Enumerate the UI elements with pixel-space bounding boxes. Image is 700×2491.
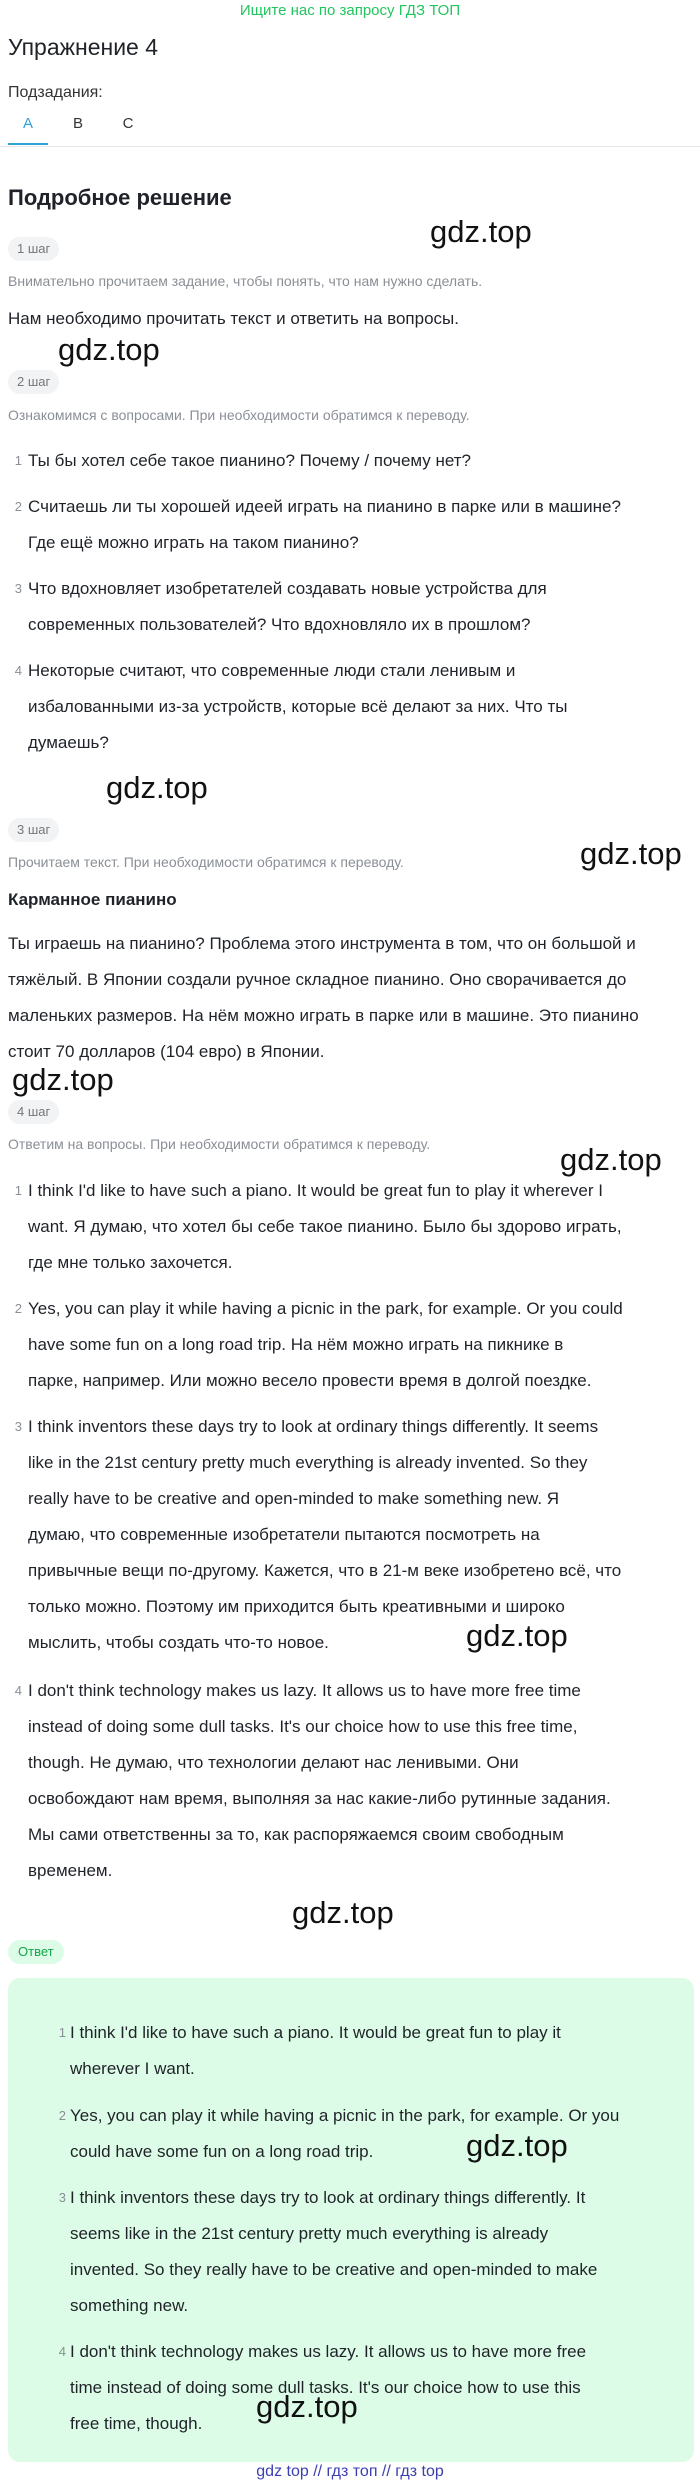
watermark: gdz.top [256,2389,358,2424]
final-answer-line: free time, though. [70,2414,203,2433]
step-1-note: Внимательно прочитаем задание, чтобы понять, что нам нужно сделать. [8,273,483,289]
step-badge-1: 1 шаг [8,237,59,261]
step-badge-4: 4 шаг [8,1100,59,1124]
question-item [14,571,692,643]
answer-line: думаю, что современные изобретатели пытаются посмотреть на [28,1525,540,1544]
watermark: gdz.top [560,1142,662,1177]
final-answer-line: time instead of doing some dull tasks. It's our choice how to use this [70,2378,581,2397]
tab-b[interactable]: B [72,115,83,132]
list-number: 2 [14,499,22,514]
answer-line: really have to be creative and open-minded to make something new. Я [28,1489,560,1508]
question-line: Считаешь ли ты хорошей идеей играть на пианино в парке или в машине? [28,497,621,516]
final-answer-line: could have some fun on a long road trip. [70,2142,374,2161]
top-search-link[interactable]: Ищите нас по запросу ГДЗ ТОП [239,2,461,19]
answer-line: want. Я думаю, что хотел бы себе такое пианино. Было бы здорово играть, [28,1217,622,1236]
tab-a[interactable]: A [22,115,33,132]
subtasks-label: Подзадания: [8,84,103,101]
answer-item [14,1409,692,1661]
question-item [14,653,692,761]
list-number: 2 [58,2108,66,2123]
answer-item [14,1173,692,1281]
answer-line: I think inventors these days try to look at ordinary things differently. It seems [28,1417,599,1436]
list-number: 3 [58,2190,66,2205]
watermark: gdz.top [106,770,208,805]
final-answer-item [58,2334,670,2442]
answer-line: освобождают нам время, выполняя за нас какие-либо рутинные задания. [28,1789,611,1808]
answer-item [14,1291,692,1399]
bottom-link[interactable]: gdz top // гдз топ // гдз top [256,2463,444,2480]
list-number: 3 [14,1419,22,1434]
reading-line: Ты играешь на пианино? Проблема этого инструмента в том, что он большой и [8,934,636,953]
question-item [14,489,692,561]
answer-line: instead of doing some dull tasks. It's our choice how to use this free time, [28,1717,578,1736]
answer-line: though. Не думаю, что технологии делают нас ленивыми. Они [28,1753,519,1772]
answer-line: have some fun on a long road trip. На нём можно играть на пикнике в [28,1335,564,1354]
watermark: gdz.top [58,332,160,367]
answer-item [14,1673,692,1889]
final-answer-line: something new. [70,2296,189,2315]
watermark: gdz.top [580,836,682,871]
list-number: 2 [14,1301,22,1316]
tab-c[interactable]: C [122,115,134,132]
step-3-note: Прочитаем текст. При необходимости обратимся к переводу. [8,854,404,870]
active-tab-indicator [8,143,48,145]
final-answer-line: invented. So they really have to be creative and open-minded to make [70,2260,598,2279]
watermark: gdz.top [12,1062,114,1097]
list-number: 4 [14,1683,22,1698]
watermark: gdz.top [292,1895,394,1930]
exercise-title: Упражнение 4 [8,34,159,60]
answer-line: привычные вещи по-другому. Кажется, что в 21-м веке изобретено всё, что [28,1561,622,1580]
answer-line: I don't think technology makes us lazy. It allows us to have more free time [28,1681,581,1700]
question-line: думаешь? [28,733,109,752]
list-number: 1 [14,1183,22,1198]
answer-line: парке, например. Или можно весело провести время в долгой поездке. [28,1371,592,1390]
step-1-text: Нам необходимо прочитать текст и ответить на вопросы. [8,309,459,328]
step-4-note: Ответим на вопросы. При необходимости обратимся к переводу. [8,1136,431,1152]
answer-line: мыслить, чтобы создать что-то новое. [28,1633,329,1652]
question-line: современных пользователей? Что вдохновляло их в прошлом? [28,615,531,634]
list-number: 3 [14,581,22,596]
answer-line: Мы сами ответственны за то, как распоряжаемся своим свободным [28,1825,564,1844]
answer-badge: Ответ [8,1940,64,1964]
question-line: Что вдохновляет изобретателей создавать новые устройства для [28,579,547,598]
final-answer-line: Yes, you can play it while having a picnic in the park, for example. Or you [70,2106,620,2125]
list-number: 4 [58,2344,66,2359]
final-answer-line: I don't think technology makes us lazy. It allows us to have more free [70,2342,587,2361]
final-answer-line: I think inventors these days try to look at ordinary things differently. It [70,2188,586,2207]
watermark: gdz.top [466,2128,568,2163]
final-answer-item [58,2015,670,2087]
question-item [14,443,692,479]
final-answer-item [58,2098,670,2170]
reading-line: маленьких размеров. На нём можно играть в парке или в машине. Это пианино [8,1006,639,1025]
final-answer-line: seems like in the 21st century pretty much everything is already [70,2224,549,2243]
final-answer-item [58,2180,670,2324]
step-badge-2: 2 шаг [8,370,59,394]
answer-line: где мне только захочется. [28,1253,233,1272]
question-line: Где ещё можно играть на таком пианино? [28,533,359,552]
watermark: gdz.top [430,214,532,249]
reading-line: тяжёлый. В Японии создали ручное складное пианино. Оно сворачивается до [8,970,627,989]
question-line: Некоторые считают, что современные люди стали ленивым и [28,661,516,680]
question-line: Ты бы хотел себе такое пианино? Почему / почему нет? [28,451,472,470]
reading-line: стоит 70 долларов (104 евро) в Японии. [8,1042,325,1061]
step-badge-3: 3 шаг [8,818,59,842]
answer-line: временем. [28,1861,113,1880]
final-answer-line: wherever I want. [70,2059,195,2078]
list-number: 1 [58,2025,66,2040]
answer-line: только можно. Поэтому им приходится быть креативными и широко [28,1597,565,1616]
answer-line: I think I'd like to have such a piano. It would be great fun to play it wherever I [28,1181,603,1200]
watermark: gdz.top [466,1618,568,1653]
step-2-note: Ознакомимся с вопросами. При необходимости обратимся к переводу. [8,407,470,423]
answer-line: like in the 21st century pretty much everything is already invented. So they [28,1453,588,1472]
section-title: Подробное решение [8,185,232,210]
reading-title: Карманное пианино [8,890,177,909]
answer-line: Yes, you can play it while having a picnic in the park, for example. Or you could [28,1299,623,1318]
list-number: 4 [14,663,22,678]
reading-text [8,926,692,1070]
final-answer-line: I think I'd like to have such a piano. It would be great fun to play it [70,2023,561,2042]
question-line: избалованными из-за устройств, которые всё делают за них. Что ты [28,697,568,716]
list-number: 1 [14,453,22,468]
divider [0,146,700,147]
